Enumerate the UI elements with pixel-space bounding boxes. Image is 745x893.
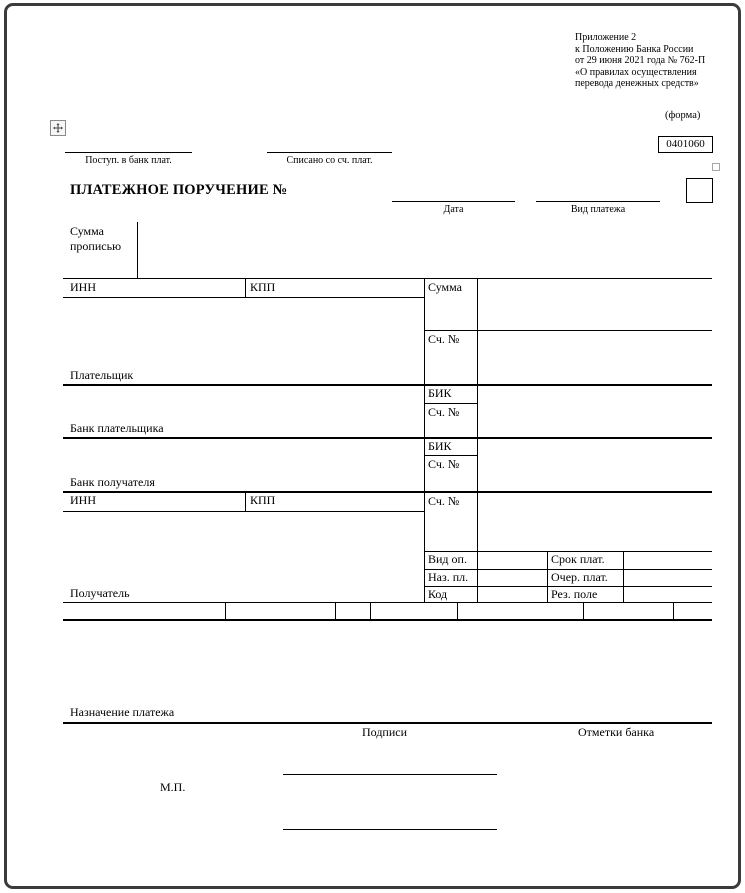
field-cell-divider (673, 602, 674, 619)
page-border (4, 3, 741, 889)
signature-line (283, 774, 497, 775)
field-cell-divider (335, 602, 336, 619)
appendix-line: от 29 июня 2021 года № 762-П (575, 55, 706, 67)
payee-account-label: Сч. № (428, 494, 460, 508)
payment-term-label: Срок плат. (551, 552, 605, 566)
bank-marks-label: Отметки банка (578, 725, 655, 739)
payer-status-box (686, 178, 713, 203)
move-cross-icon (53, 123, 63, 133)
table-line (63, 602, 712, 603)
priority-label: Очер. плат. (551, 570, 608, 584)
payment-kind-line (536, 201, 660, 202)
stamp-label: М.П. (160, 780, 186, 794)
amount-label: Сумма (428, 280, 462, 294)
field-cell-divider (370, 602, 371, 619)
payer-account-label: Сч. № (428, 332, 460, 346)
payer-bank-account-label: Сч. № (428, 405, 460, 419)
signature-line (283, 829, 497, 830)
table-line (245, 278, 246, 297)
receipt-line-label: Поступ. в банк плат. (85, 155, 172, 166)
payer-kpp-label: КПП (250, 280, 276, 294)
appendix-line: Приложение 2 (575, 32, 637, 43)
payee-kpp-label: КПП (250, 493, 276, 507)
table-line (63, 384, 712, 386)
table-line (63, 511, 424, 512)
payee-inn-label: ИНН (70, 493, 96, 507)
field-cell-divider (457, 602, 458, 619)
form-title: ПЛАТЕЖНОЕ ПОРУЧЕНИЕ № (70, 182, 288, 198)
receipt-line (65, 152, 192, 153)
amount-words-label (70, 224, 121, 253)
payer-label: Плательщик (70, 368, 134, 382)
debit-line-label: Списано со сч. плат. (286, 155, 373, 166)
appendix-line: к Положению Банка России (575, 43, 694, 55)
table-resize-handle[interactable] (712, 163, 720, 171)
table-line (63, 619, 712, 621)
payee-bank-bik-label: БИК (428, 439, 452, 453)
payer-bank-bik-label: БИК (428, 386, 452, 400)
reserve-field-label: Рез. поле (551, 587, 598, 601)
table-line (63, 278, 712, 279)
amount-words-divider (137, 222, 138, 278)
table-line (63, 491, 712, 493)
payment-kind-label: Вид платежа (570, 204, 626, 215)
table-line (623, 551, 624, 602)
payer-bank-label: Банк плательщика (70, 421, 164, 435)
purpose-bottom-line (63, 722, 712, 724)
table-line (424, 403, 477, 404)
appendix-note (575, 32, 705, 90)
payee-bank-account-label: Сч. № (428, 457, 460, 471)
form-note: (форма) (665, 110, 701, 121)
table-line (547, 551, 548, 602)
amount-words-label-line2: прописью (70, 238, 122, 253)
date-label: Дата (443, 204, 464, 215)
table-line (245, 491, 246, 511)
table-move-handle[interactable] (50, 120, 66, 136)
table-line (477, 278, 478, 602)
payee-label: Получатель (70, 586, 130, 600)
debit-line (267, 152, 392, 153)
table-line (424, 455, 477, 456)
table-line (424, 330, 712, 331)
date-line (392, 201, 515, 202)
code-label: Код (428, 587, 448, 601)
form-code-box: 0401060 (658, 136, 713, 153)
field-cell-divider (225, 602, 226, 619)
field-cell-divider (583, 602, 584, 619)
table-line (424, 278, 425, 602)
purpose-label: Назначение платежа (70, 705, 175, 719)
amount-words-label-line1: Сумма (70, 224, 104, 238)
op-kind-label: Вид оп. (428, 552, 467, 566)
payer-inn-label: ИНН (70, 280, 96, 294)
payee-bank-label: Банк получателя (70, 475, 155, 489)
appendix-line: «О правилах осуществления (575, 66, 697, 78)
table-line (63, 437, 712, 439)
signatures-label: Подписи (362, 725, 408, 739)
table-line (63, 297, 424, 298)
purpose-code-label: Наз. пл. (428, 570, 469, 584)
appendix-line: перевода денежных средств» (575, 78, 699, 90)
